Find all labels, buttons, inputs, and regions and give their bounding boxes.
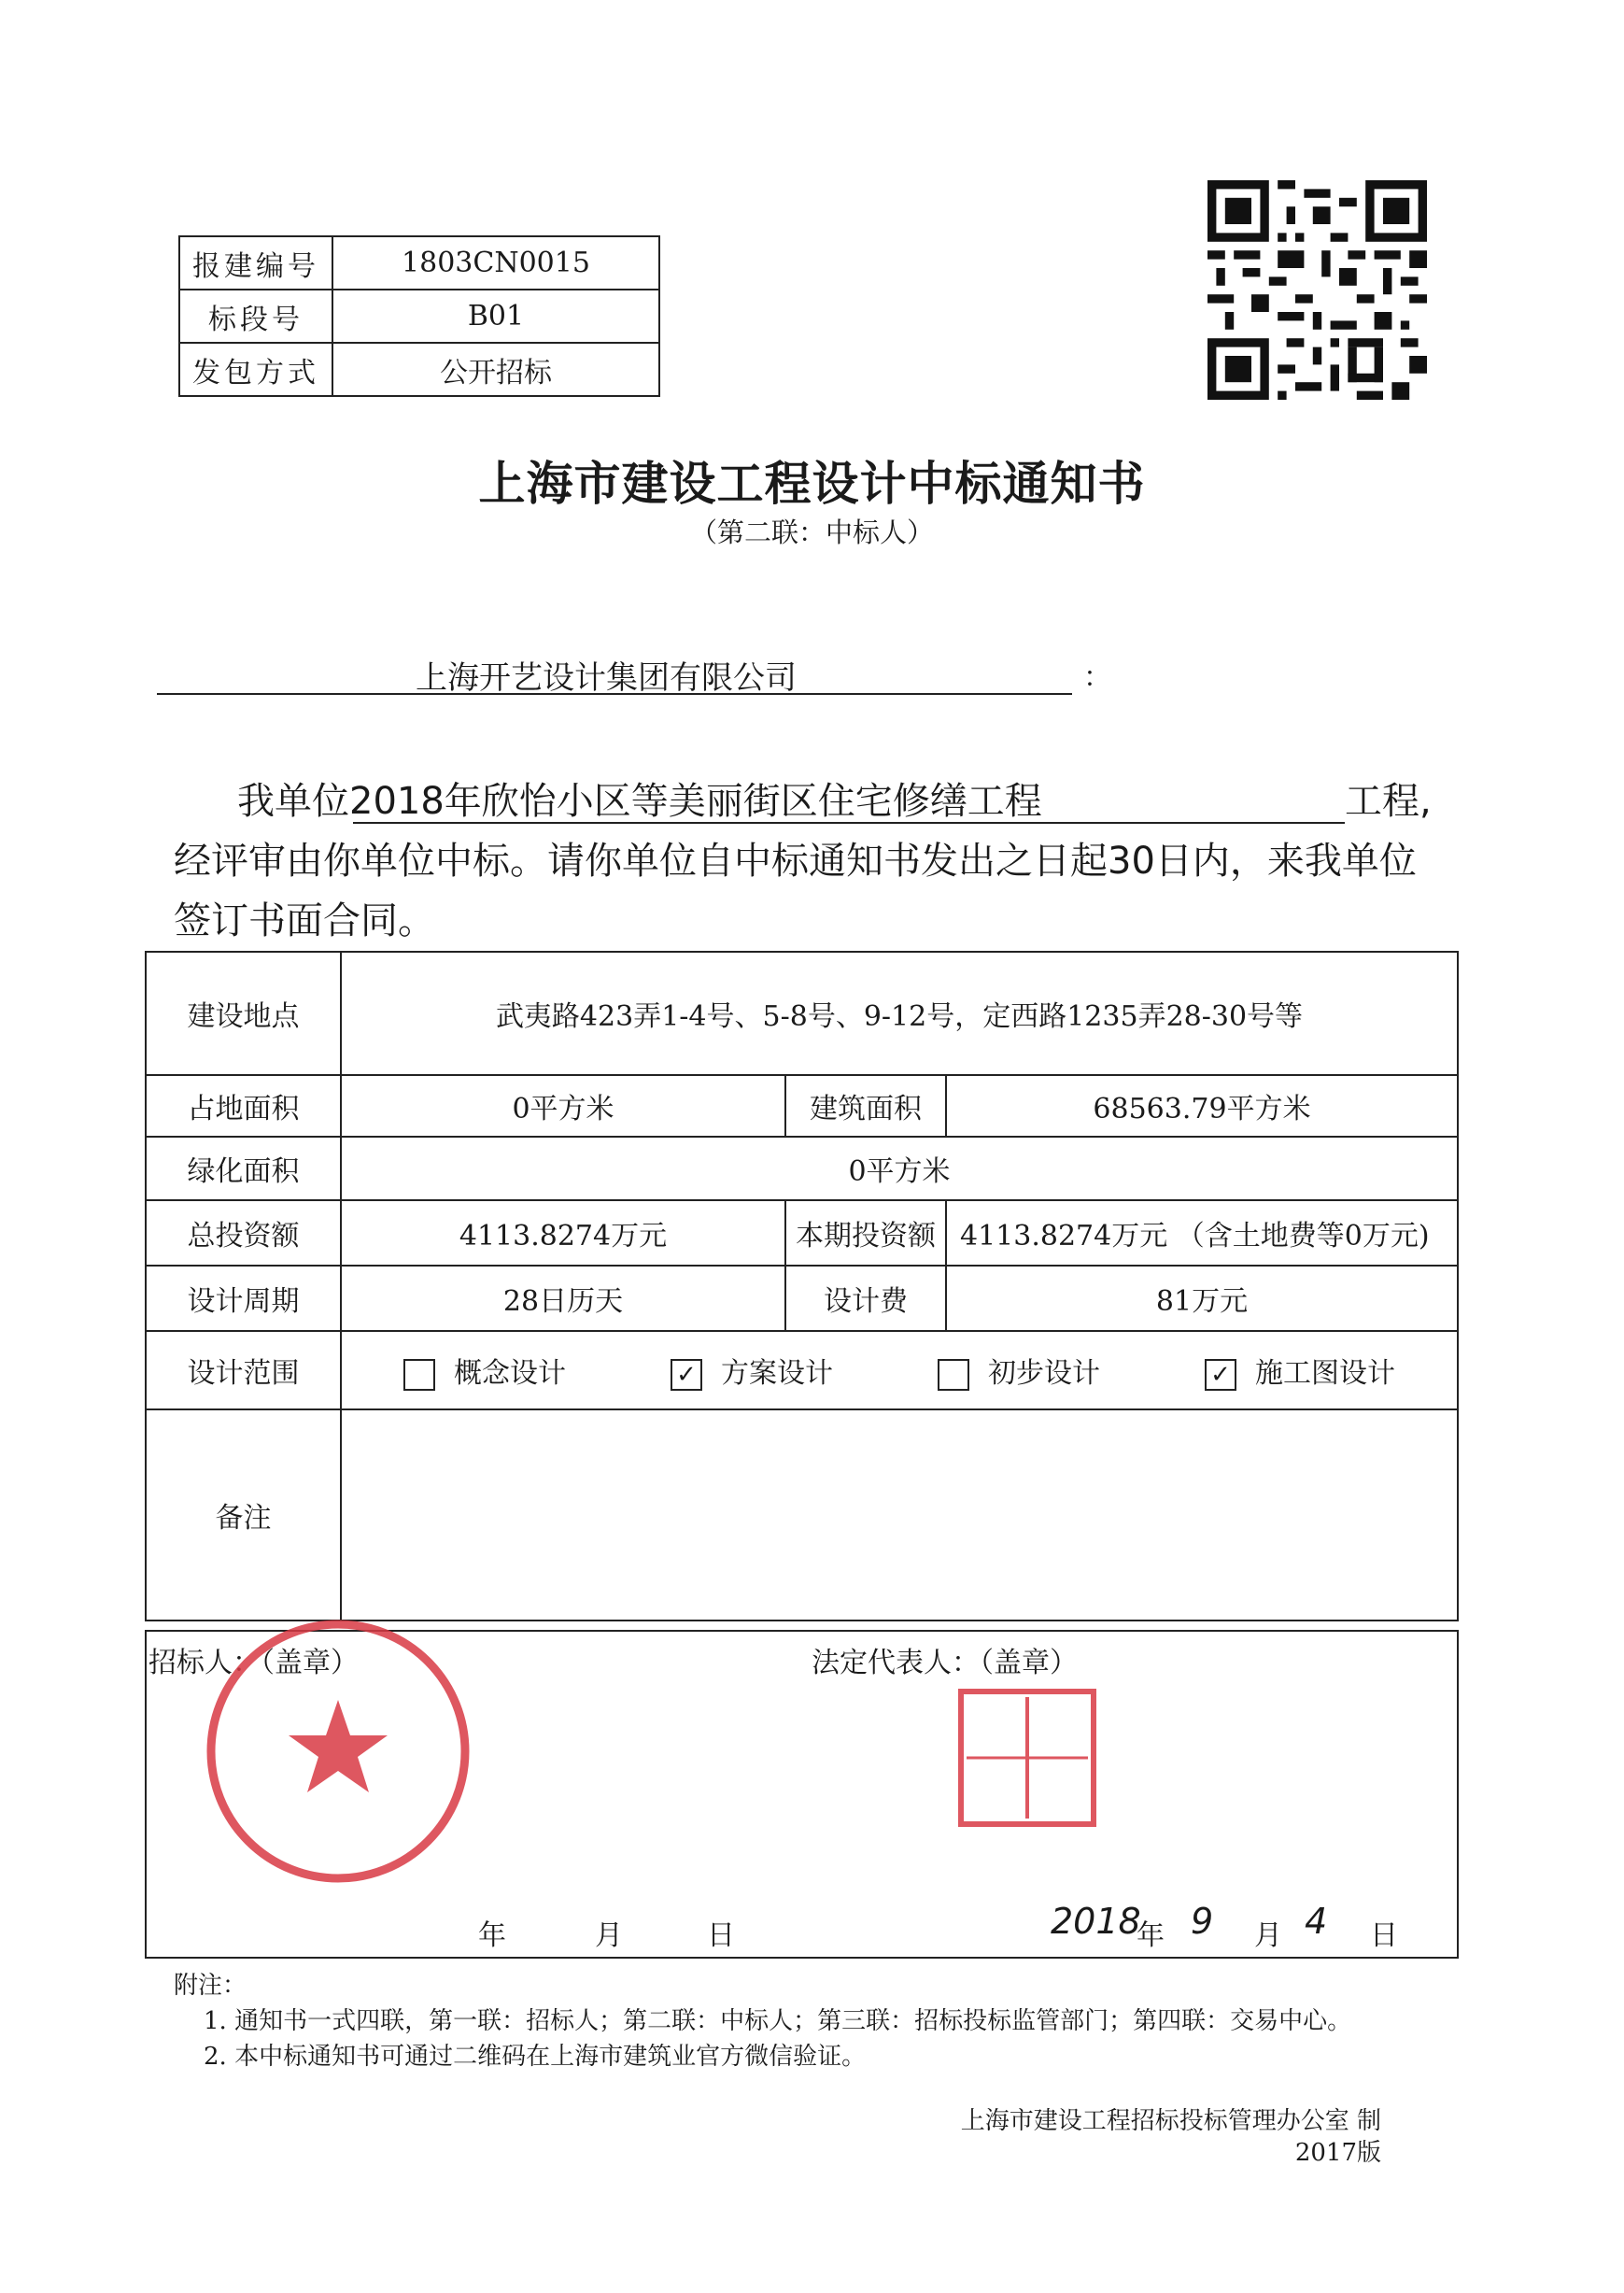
footer	[961, 2105, 1381, 2169]
date-month-handwritten: 9	[1191, 1901, 1214, 1942]
official-seal-icon	[198, 1611, 478, 1891]
info-label: 报建编号	[179, 236, 332, 290]
date-year-label: 年	[1137, 1919, 1165, 1952]
info-label: 标段号	[179, 290, 332, 343]
design-period-value: 28日历天	[341, 1266, 785, 1331]
qr-code	[1207, 180, 1427, 400]
scope-option-label: 初步设计	[988, 1357, 1100, 1390]
info-label: 发包方式	[179, 343, 332, 396]
project-underline	[353, 822, 1345, 824]
period-invest-note: （含土地费等0万元)	[1176, 1220, 1430, 1253]
body-line-2: 经评审由你单位中标。请你单位自中标通知书发出之日起30日内，来我单位	[174, 840, 1417, 883]
building-area-label: 建筑面积	[785, 1075, 946, 1137]
date-month-label: 月	[1254, 1919, 1282, 1952]
signature-box	[145, 1630, 1459, 1959]
body-suffix: 工程,	[1345, 780, 1432, 823]
recipient-underline	[157, 693, 1072, 695]
land-area-label: 占地面积	[146, 1075, 341, 1137]
checkbox-preliminary	[938, 1359, 969, 1391]
building-area-value: 68563.79平方米	[946, 1075, 1458, 1137]
left-date-year: 年	[478, 1919, 506, 1952]
project-name: 2018年欣怡小区等美丽街区住宅修缮工程	[349, 780, 1042, 823]
land-area-value: 0平方米	[341, 1075, 785, 1137]
design-period-label: 设计周期	[146, 1266, 341, 1331]
period-invest-label: 本期投资额	[785, 1200, 946, 1266]
scope-option-label: 施工图设计	[1255, 1357, 1395, 1390]
scope-cell	[341, 1331, 1458, 1409]
note-item: 1. 通知书一式四联，第一联：招标人；第二联：中标人；第三联：招标投标监管部门；第四联：交易中心。	[204, 2007, 1352, 2035]
total-invest-label: 总投资额	[146, 1200, 341, 1266]
scope-option-scheme	[671, 1350, 833, 1391]
checkbox-concept	[403, 1359, 435, 1391]
total-invest-value: 4113.8274万元	[341, 1200, 785, 1266]
scope-option-preliminary	[938, 1350, 1100, 1391]
body-line-3: 签订书面合同。	[174, 899, 435, 942]
scope-option-construction	[1205, 1350, 1395, 1391]
personal-seal-icon	[957, 1688, 1097, 1828]
document-title: 上海市建设工程设计中标通知书	[478, 457, 1146, 511]
legal-rep-label: 法定代表人：（盖章）	[812, 1647, 1078, 1679]
design-fee-value: 81万元	[946, 1266, 1458, 1331]
location-value: 武夷路423弄1-4号、5-8号、9-12号，定西路1235弄28-30号等	[341, 952, 1458, 1075]
info-value: B01	[332, 290, 659, 343]
location-label: 建设地点	[146, 952, 341, 1075]
scope-label: 设计范围	[146, 1331, 341, 1409]
remarks-value	[341, 1409, 1458, 1621]
note-item: 2. 本中标通知书可通过二维码在上海市建筑业官方微信验证。	[204, 2043, 867, 2071]
remarks-label: 备注	[146, 1409, 341, 1621]
notes-title: 附注：	[174, 1972, 247, 2000]
info-value: 公开招标	[332, 343, 659, 396]
info-value: 1803CN0015	[332, 236, 659, 290]
scope-option-label: 概念设计	[454, 1357, 566, 1390]
checkbox-scheme: ✓	[671, 1359, 702, 1391]
notes	[174, 1968, 1351, 2074]
left-date-day: 日	[707, 1919, 735, 1952]
checkbox-construction: ✓	[1205, 1359, 1236, 1391]
green-area-value: 0平方米	[341, 1137, 1458, 1200]
design-fee-label: 设计费	[785, 1266, 946, 1331]
footer-version: 2017版	[1294, 2139, 1381, 2167]
document-subtitle: （第二联：中标人）	[689, 517, 934, 548]
date-year-handwritten: 2018	[1051, 1901, 1141, 1942]
green-area-label: 绿化面积	[146, 1137, 341, 1200]
details-table	[145, 951, 1459, 1621]
left-date-month: 月	[595, 1919, 623, 1952]
period-invest-cell	[946, 1200, 1458, 1266]
recipient-colon: ：	[1083, 661, 1111, 694]
body-prefix: 我单位	[237, 780, 349, 823]
date-day-label: 日	[1370, 1919, 1398, 1952]
recipient-name: 上海开艺设计集团有限公司	[416, 659, 797, 697]
scope-option-label: 方案设计	[721, 1357, 833, 1390]
footer-issuer: 上海市建设工程招标投标管理办公室 制	[960, 2107, 1381, 2135]
scope-option-concept	[403, 1350, 566, 1391]
tenderer-label: 招标人：（盖章）	[148, 1647, 359, 1679]
info-table	[178, 235, 660, 397]
period-invest-value: 4113.8274万元	[960, 1220, 1168, 1253]
date-day-handwritten: 4	[1305, 1901, 1328, 1942]
